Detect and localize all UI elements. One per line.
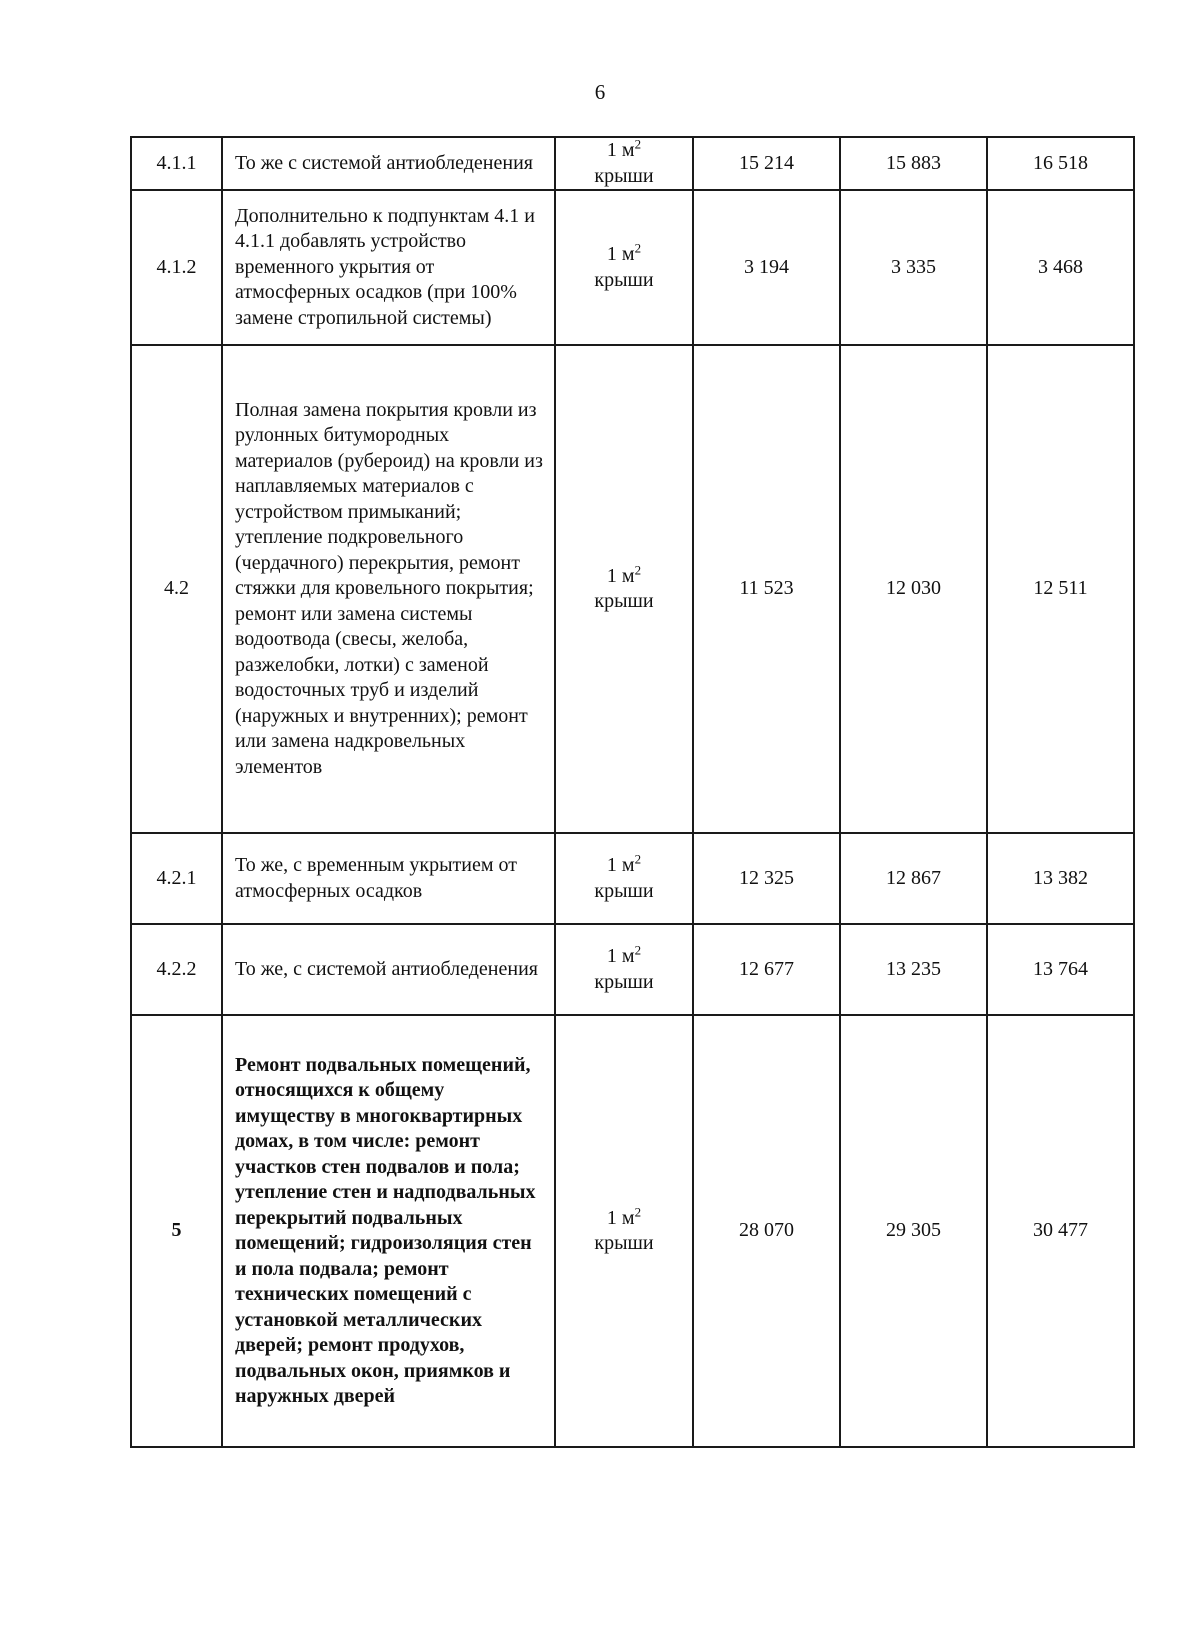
- row-description: То же, с системой антиобледенения: [222, 924, 555, 1015]
- unit-sub: крыши: [594, 268, 654, 291]
- row-number: 4.2.1: [131, 833, 222, 924]
- value-cell: 15 883: [840, 137, 987, 190]
- unit-superscript: 2: [634, 136, 642, 152]
- unit-sub: крыши: [594, 879, 654, 902]
- unit-sub: крыши: [594, 970, 654, 993]
- table-row: [131, 345, 1134, 833]
- value-cell: 12 030: [840, 345, 987, 833]
- unit-superscript: 2: [634, 240, 642, 256]
- value-cell: 12 677: [693, 924, 840, 1015]
- unit-main: 1 м: [606, 854, 635, 876]
- value-cell: 16 518: [987, 137, 1134, 190]
- unit-main: 1 м: [606, 139, 635, 161]
- row-number: 4.2: [131, 345, 222, 833]
- unit-main: 1 м: [606, 243, 635, 265]
- unit-superscript: 2: [634, 851, 642, 867]
- table-row: [131, 833, 1134, 924]
- value-cell: 29 305: [840, 1015, 987, 1447]
- unit-sub: крыши: [594, 164, 654, 187]
- value-cell: 3 335: [840, 190, 987, 345]
- row-number: 4.1.1: [131, 137, 222, 190]
- unit-sub: крыши: [594, 1232, 654, 1254]
- value-cell: 13 764: [987, 924, 1134, 1015]
- unit-superscript: 2: [634, 561, 642, 577]
- value-cell: 12 325: [693, 833, 840, 924]
- unit-cell: [555, 1015, 693, 1447]
- value-cell: 3 194: [693, 190, 840, 345]
- row-number: 5: [131, 1015, 222, 1447]
- row-number: 4.1.2: [131, 190, 222, 345]
- row-description: Дополнительно к подпунктам 4.1 и 4.1.1 добавлять устройство временного укрытия от атмосферных осадков (при 100% замене стропильной системы): [222, 190, 555, 345]
- unit-superscript: 2: [634, 1203, 642, 1219]
- unit-main: 1 м: [606, 1206, 635, 1229]
- unit-sub: крыши: [594, 590, 654, 612]
- price-table: [130, 136, 1135, 1448]
- value-cell: 11 523: [693, 345, 840, 833]
- row-description: Ремонт подвальных помещений, относящихся к общему имуществу в многоквартирных домах, в том числе: ремонт участков стен подвалов и пола; утепление стен и надподвальных перекрытий подвальных помещений; гидроизоляция стен и пола подвала; ремонт технических помещений с установкой металлических дверей; ремонт продухов, подвальных окон, приямков и наружных дверей: [222, 1015, 555, 1447]
- row-description: То же с системой антиобледенения: [222, 137, 555, 190]
- table-row: [131, 1015, 1134, 1447]
- value-cell: 30 477: [987, 1015, 1134, 1447]
- unit-main: 1 м: [606, 564, 635, 587]
- value-cell: 12 511: [987, 345, 1134, 833]
- row-number: 4.2.2: [131, 924, 222, 1015]
- unit-cell: [555, 137, 693, 190]
- value-cell: 28 070: [693, 1015, 840, 1447]
- value-cell: 12 867: [840, 833, 987, 924]
- value-cell: 13 382: [987, 833, 1134, 924]
- page-number: 6: [594, 80, 606, 104]
- row-description: Полная замена покрытия кровли из рулонных битумородных материалов (рубероид) на кровли из наплавляемых материалов с устройством примыканий; утепление подкровельного (чердачного) перекрытия, ремонт стяжки для кровельного покрытия; ремонт или замена системы водоотвода (свесы, желоба, разжелобки, лотки) с заменой водосточных труб и изделий (наружных и внутренних); ремонт или замена надкровельных элементов: [222, 345, 555, 833]
- unit-superscript: 2: [634, 942, 642, 958]
- unit-main: 1 м: [606, 945, 635, 967]
- row-description: То же, с временным укрытием от атмосферных осадков: [222, 833, 555, 924]
- table-row: [131, 137, 1134, 190]
- unit-cell: [555, 924, 693, 1015]
- value-cell: 13 235: [840, 924, 987, 1015]
- unit-cell: [555, 345, 693, 833]
- value-cell: 15 214: [693, 137, 840, 190]
- unit-cell: [555, 190, 693, 345]
- table-row: [131, 190, 1134, 345]
- table-row: [131, 924, 1134, 1015]
- value-cell: 3 468: [987, 190, 1134, 345]
- unit-cell: [555, 833, 693, 924]
